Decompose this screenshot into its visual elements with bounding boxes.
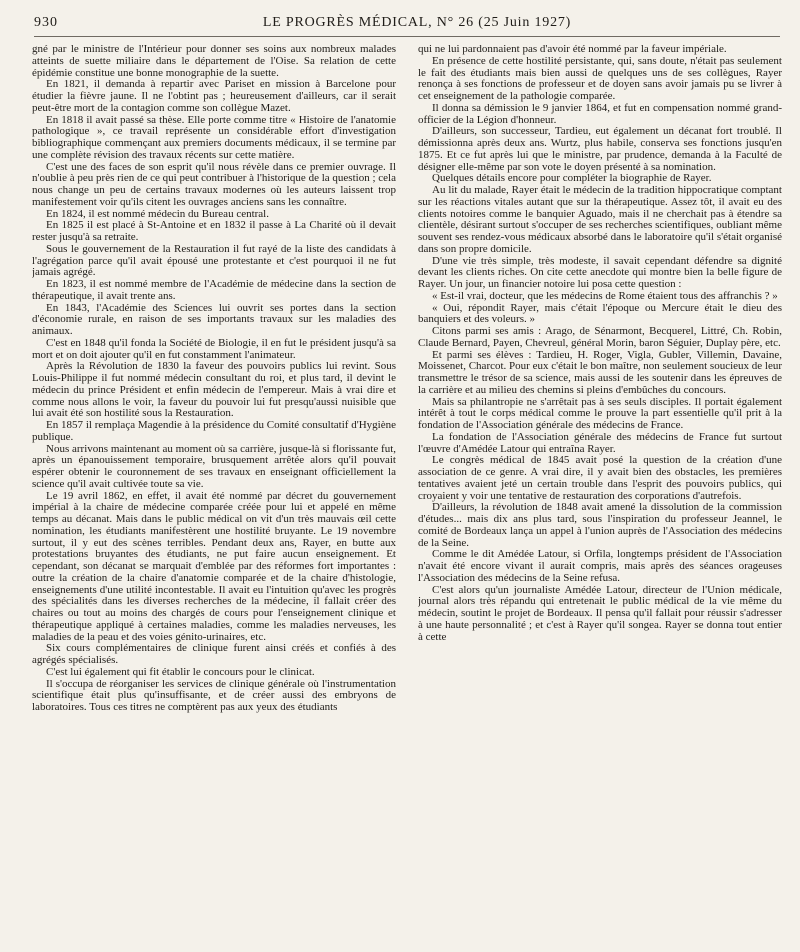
paragraph: En 1843, l'Académie des Sciences lui ouvrit ses portes dans la section d'économie rurale, en raison de ses importants travaux sur les maladies des animaux.	[32, 301, 396, 337]
paragraph: Quelques détails encore pour compléter la biographie de Rayer.	[432, 172, 712, 185]
paragraph: En 1821, il demanda à repartir avec Pariset en mission à Barcelone pour étudier la fièvre jaune. Il ne l'obtint pas ; heureusement d'ailleurs, car il serait peut-être mort de la contagion comme son collègue Mazet.	[32, 78, 396, 114]
paragraph: Il donna sa démission le 9 janvier 1864, et fut en compensation nommé grand-officier de la Légion d'honneur.	[418, 101, 782, 126]
paragraph: C'est en 1848 qu'il fonda la Société de Biologie, il en fut le président jusqu'à sa mort et on doit ajouter qu'il en fut constamment l'animateur.	[32, 336, 396, 361]
paragraph: « Est-il vrai, docteur, que les médecins de Rome étaient tous des affranchis ? »	[432, 289, 778, 302]
right-column	[418, 44, 782, 946]
paragraph: Après la Révolution de 1830 la faveur des pouvoirs publics lui revint. Sous Louis-Philippe il fut nommé médecin consultant du roi, et plus tard, il devint le médecin du prince Président et enfin médecin de l'empereur. Mais à vrai dire et comme nous allons le voir, la faveur du pouvoir lui fut presqu'aussi nuisible que lui avait été son hostilité sous la Restauration.	[32, 360, 396, 420]
paragraph: Six cours complémentaires de clinique furent ainsi créés et confiés à des agrégés spécialisés.	[32, 642, 396, 666]
paragraph: Il s'occupa de réorganiser les services de clinique générale où l'instrumentation scientifique était plus qu'insuffisante, et de créer aussi des embryons de laboratoires. Tous ces titres ne comptèrent pas aux yeux des étudiants	[32, 677, 396, 713]
paragraph: En 1824, il est nommé médecin du Bureau central.	[46, 207, 269, 220]
journal-header: LE PROGRÈS MÉDICAL, N° 26 (25 Juin 1927)	[262, 15, 572, 30]
paragraph: En 1857 il remplaça Magendie à la présidence du Comité consultatif d'Hygiène publique.	[32, 419, 396, 443]
article-body	[32, 44, 782, 946]
paragraph: « Oui, répondit Rayer, mais c'était l'époque ou Mercure était le dieu des banquiers et des voleurs. »	[418, 301, 782, 326]
paragraph: En 1825 il est placé à St-Antoine et en 1832 il passe à La Charité où il devait rester jusqu'à sa retraite.	[32, 219, 396, 243]
paragraph: En 1823, il est nommé membre de l'Académie de médecine dans la section de thérapeutique, il avait trente ans.	[32, 278, 396, 302]
paragraph: C'est une des faces de son esprit qu'il nous révèle dans ce premier ouvrage. Il n'oublie à peu près rien de ce qui peut contribuer à l'historique de la question ; cela nous change un peu de certains travaux modernes où les auteurs laissent trop manifestement voir qu'ils citent les ouvrages anciens sans les connaître.	[32, 160, 396, 208]
paragraph: qui ne lui pardonnaient pas d'avoir été nommé par la faveur impériale.	[418, 44, 727, 55]
running-head	[34, 14, 780, 37]
paragraph: Comme le dit Amédée Latour, si Orfila, longtemps président de l'Association n'avait été encore vivant il aurait compris, mais après des séances orageuses l'Association des médecins de la Seine refusa.	[418, 548, 782, 584]
paragraph: Au lit du malade, Rayer était le médecin de la tradition hippocratique comptant sur les réactions vitales autant que sur la thérapeutique. Assez tôt, il avait eu des clients notoires comme le banquier Aguado, mais il ne cherchait pas à étendre sa clientèle, désirant surtout s'occuper de ses recherches scientifiques, oubliant même souvent ses rendez-vous médicaux absorbé dans le laboratoire qu'il s'était organisé dans son propre domicile.	[418, 184, 782, 255]
paragraph: Citons parmi ses amis : Arago, de Sénarmont, Becquerel, Littré, Ch. Robin, Claude Bernard, Payen, Chevreul, général Morin, baron Séguier, Duplay père, etc.	[418, 325, 782, 349]
paragraph: Le 19 avril 1862, en effet, il avait été nommé par décret du gouvernement impérial à la chaire de médecine comparée créée pour lui et appelé en même temps au décanat. Mais dans le public médical on vit d'un très mauvais œil cette nomination, les étudiants manifestèrent une hostilité bruyante. Le 19 novembre surtout, il y eut des scènes terribles. Pendant deux ans, Rayer, en butte aux protestations bruyantes des étudiants, ne put faire aucun enseignement. Et cependant, son décanat se marquait d'emblée par des réformes fort importantes : outre la création de la chaire d'anatomie comparée et de la chaire d'histologie, enseignements d'une utilité incontestable. Il avait eu l'intuition qu'avec les progrès des spécialités dans les diverses recherches de la médecine, il fallait créer des chaires ou tout au moins des chargés de cours pour l'enseignement clinique et thérapeutique appliqué à certaines maladies, comme les maladies nerveuses, les maladies de la peau et des voies génito-urinaires, etc.	[32, 489, 396, 643]
paragraph: La fondation de l'Association générale des médecins de France fut surtout l'œuvre d'Amédée Latour qui entraîna Rayer.	[418, 430, 782, 455]
paragraph: En présence de cette hostilité persistante, qui, sans doute, n'était pas seulement le fait des étudiants mais bien aussi de quelques uns de ses collègues, Rayer renonça à ses fonctions de professeur et de doyen sans avoir jamais pu se livrer à cet enseignement de la pathologie comparée.	[418, 54, 782, 102]
left-column	[32, 44, 396, 946]
paragraph: Nous arrivons maintenant au moment où sa carrière, jusque-là si florissante fut, après un épanouissement temporaire, brusquement arrêtée alors qu'il pouvait espérer obtenir le couronnement de ses travaux en enseignant officiellement la science qu'il avait cultivée toute sa vie.	[32, 442, 396, 490]
paragraph: C'est alors qu'un journaliste Amédée Latour, directeur de l'Union médicale, journal alors très répandu qui entretenait le public médical de la vie même du médecin, soutint le projet de Bordeaux. Il pensa qu'il fallait pour réussir s'adresser à une haute personnalité ; et c'est à Rayer qu'il songea. Rayer se donna tout entier à cette	[418, 583, 782, 643]
paragraph: D'une vie très simple, très modeste, il savait cependant défendre sa dignité devant les clients riches. On cite cette anecdote qui montre bien la belle figure de Rayer. Un jour, un financier notoire lui posa cette question :	[418, 254, 782, 290]
paragraph: En 1818 il avait passé sa thèse. Elle porte comme titre « Histoire de l'anatomie pathologique », ce travail représente un considérable effort d'investigation bibliographique commençant aux premiers documents médicaux, il se termine par une complète révision des travaux récents sur cette matière.	[32, 113, 396, 161]
paragraph: gné par le ministre de l'Intérieur pour donner ses soins aux nombreux malades atteints de suette miliaire dans le département de l'Oise. Sa relation de cette épidémie constitue une bonne monographie de la suette.	[32, 44, 396, 79]
paragraph: Et parmi ses élèves : Tardieu, H. Roger, Vigla, Gubler, Villemin, Davaine, Moissenet, Charcot. Pour eux c'était le bon maître, non seulement soucieux de leur transmettre le trésor de sa science, mais aussi de les soutenir dans les épreuves de la carrière et au milieu des chemins si pleins d'embûches du concours.	[418, 348, 782, 396]
page-number: 930	[34, 15, 58, 30]
paragraph: D'ailleurs, la révolution de 1848 avait amené la dissolution de la commission d'études... mais dix ans plus tard, sous l'inspiration du professeur Jeannel, le comité de Bordeaux lança un appel à l'union auprès de l'Association des médecins de la Seine.	[418, 501, 782, 549]
paragraph: Sous le gouvernement de la Restauration il fut rayé de la liste des candidats à l'agrégation parce qu'il avait épousé une protestante et c'est pourquoi il ne fut jamais agrégé.	[32, 242, 396, 279]
paragraph: Mais sa philantropie ne s'arrêtait pas à ses seuls disciples. Il portait également intérêt à tout le corps médical comme le prouve la part essentielle qu'il prit à la fondation de l'Association générale des médecins de France.	[418, 395, 782, 431]
paragraph: C'est lui également qui fit établir le concours pour le clinicat.	[46, 665, 315, 678]
paragraph: D'ailleurs, son successeur, Tardieu, eut également un décanat fort troublé. Il démissionna après deux ans. Wurtz, plus habile, conserva ses fonctions jusqu'en 1875. Et ce fut après lui que le ministre, par prudence, demanda à la Faculté de désigner elle-même par son vote le doyen présenté à sa nomination.	[418, 125, 782, 173]
paragraph: Le congrès médical de 1845 avait posé la question de la création d'une association de ce genre. A vrai dire, il y avait bien des obstacles, les premières tentatives avaient jeté un certain trouble dans l'esprit des pouvoirs publics, qui croyaient y voir une tentative de restauration des corporations d'autrefois.	[418, 454, 782, 502]
